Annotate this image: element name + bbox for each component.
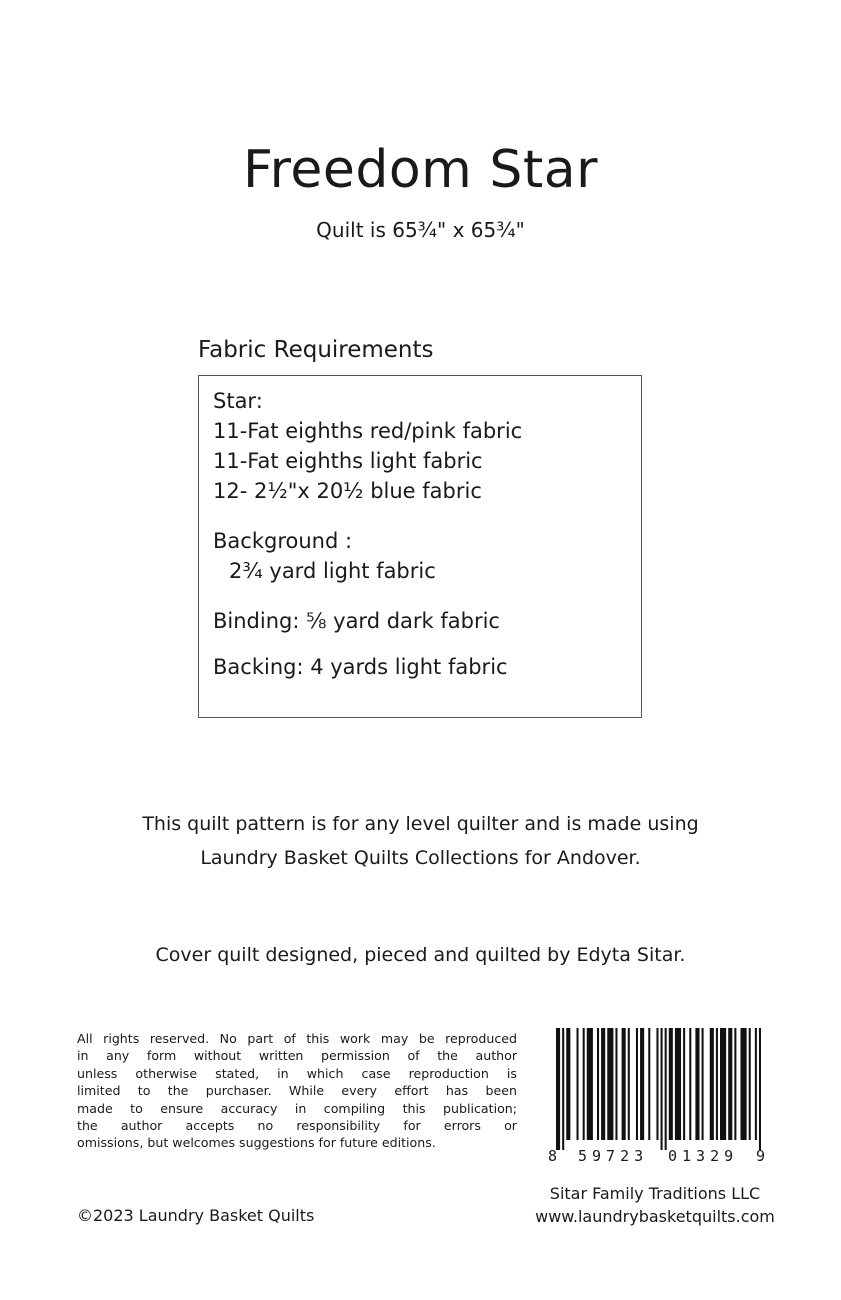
barcode-bar — [628, 1028, 630, 1140]
barcode-bar — [734, 1028, 736, 1140]
description-line-2: Laundry Basket Quilts Collections for Andover. — [200, 847, 641, 869]
star-item: 12- 2½"x 20½ blue fabric — [213, 479, 482, 503]
star-label: Star: — [213, 389, 263, 413]
barcode-bar — [656, 1028, 658, 1140]
pattern-title: Freedom Star — [243, 140, 598, 200]
barcode-bar — [566, 1028, 570, 1140]
barcode-image — [546, 1028, 771, 1154]
barcode-bar — [583, 1028, 585, 1140]
barcode-bar — [640, 1028, 644, 1140]
barcode-bar — [622, 1028, 626, 1140]
copyright-notice: ©2023 Laundry Basket Quilts — [77, 1206, 315, 1225]
barcode-bar — [556, 1028, 560, 1150]
barcode-bar — [759, 1028, 761, 1150]
background-value: 2¾ yard light fabric — [229, 559, 436, 583]
legal-line: unless otherwise stated, in which case reproduction is — [77, 1065, 517, 1081]
barcode-bar — [702, 1028, 704, 1140]
legal-line: All rights reserved. No part of this work may be reproduced — [77, 1031, 517, 1046]
barcode-bar — [577, 1028, 579, 1140]
background-label: Background : — [213, 529, 353, 553]
barcode-bar — [665, 1028, 667, 1150]
barcode-bar — [741, 1028, 747, 1140]
binding-line: Binding: ⅝ yard dark fabric — [213, 609, 500, 633]
barcode-bar — [669, 1028, 673, 1140]
company-website: www.laundrybasketquilts.com — [535, 1207, 775, 1226]
barcode-bar — [587, 1028, 593, 1140]
barcode-bar — [716, 1028, 718, 1140]
barcode-bar — [755, 1028, 757, 1140]
barcode-bar — [636, 1028, 638, 1140]
barcode-bar — [728, 1028, 732, 1140]
company-name: Sitar Family Traditions LLC — [549, 1184, 761, 1203]
legal-line: in any form without written permission of the author — [77, 1048, 517, 1064]
barcode-bar — [601, 1028, 605, 1140]
barcode-bar — [683, 1028, 685, 1140]
barcode-bar — [695, 1028, 699, 1140]
description-line-1: This quilt pattern is for any level quilter and is made using — [142, 813, 699, 835]
barcode-bar — [720, 1028, 726, 1140]
star-item: 11-Fat eighths red/pink fabric — [213, 419, 523, 443]
barcode-bar — [607, 1028, 613, 1140]
barcode-bar — [675, 1028, 681, 1140]
barcode-bars — [546, 1028, 771, 1150]
backing-line: Backing: 4 yards light fabric — [213, 655, 508, 679]
star-item: 11-Fat eighths light fabric — [213, 449, 483, 473]
designer-credit: Cover quilt designed, pieced and quilted by Edyta Sitar. — [155, 944, 686, 966]
barcode-right-group: 01329 — [668, 1147, 739, 1165]
barcode-check-digit: 9 — [756, 1147, 766, 1165]
barcode-left-group: 59723 — [578, 1147, 649, 1165]
legal-notice — [77, 1030, 517, 1152]
barcode-lead-digit: 8 — [548, 1147, 558, 1165]
barcode-bar — [615, 1028, 617, 1140]
barcode-bar — [710, 1028, 714, 1140]
legal-line: made to ensure accuracy in compiling this publication; — [77, 1100, 517, 1116]
barcode-bar — [749, 1028, 751, 1140]
legal-line: the author accepts no responsibility for errors or — [77, 1118, 517, 1134]
legal-line: omissions, but welcomes suggestions for future editions. — [77, 1135, 436, 1151]
fabric-requirements-box — [198, 375, 642, 718]
fabric-requirements-heading: Fabric Requirements — [198, 337, 434, 363]
barcode-bar — [661, 1028, 663, 1150]
quilt-size: Quilt is 65¾" x 65¾" — [316, 218, 525, 242]
legal-line: limited to the purchaser. While every effort has been — [77, 1083, 517, 1099]
barcode-bar — [689, 1028, 691, 1140]
barcode-bar — [648, 1028, 650, 1140]
barcode-bar — [562, 1028, 564, 1150]
barcode-bar — [597, 1028, 599, 1140]
